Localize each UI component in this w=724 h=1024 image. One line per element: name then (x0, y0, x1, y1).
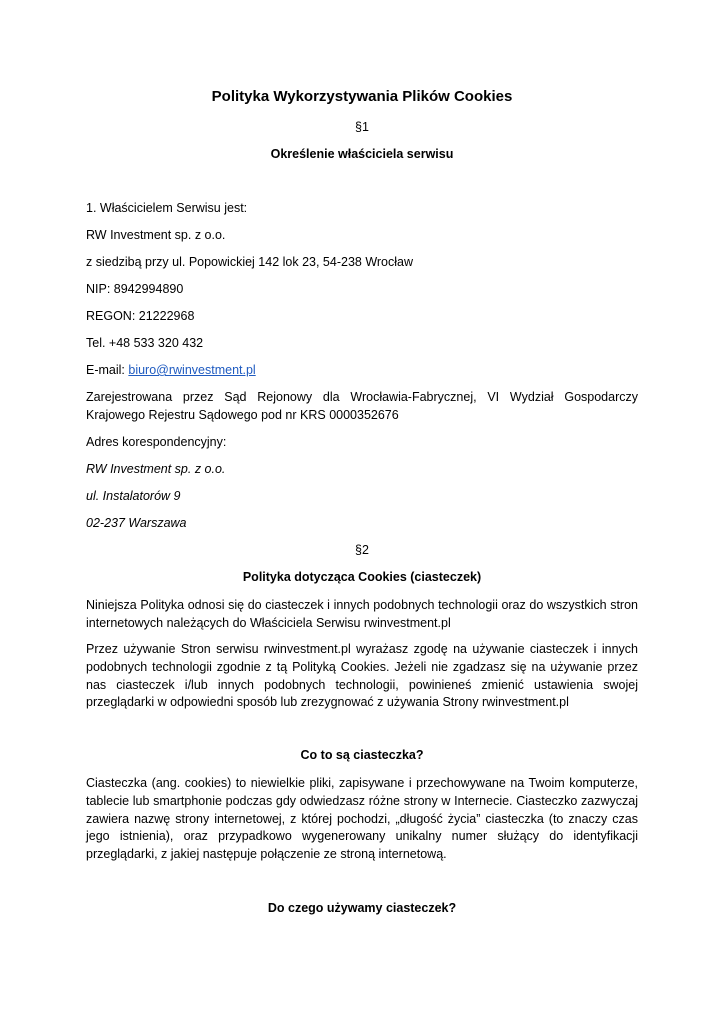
section-1-number: §1 (355, 120, 369, 134)
regon-number: REGON: 21222968 (86, 309, 195, 323)
registration-info: Zarejestrowana przez Sąd Rejonowy dla Wrocławia-Fabrycznej, VI Wydział Gospodarczy Krajowego Rejestru Sądowego pod nr KRS 0000352676 (86, 390, 638, 422)
correspondence-label: Adres korespondencyjny: (86, 435, 227, 449)
section-2-number: §2 (355, 543, 369, 557)
nip-number: NIP: 8942994890 (86, 282, 184, 296)
correspondence-street: ul. Instalatorów 9 (86, 489, 181, 503)
owner-intro: 1. Właścicielem Serwisu jest: (86, 201, 248, 215)
section-1-heading: Określenie właściciela serwisu (270, 147, 454, 161)
company-address: z siedzibą przy ul. Popowickiej 142 lok 23, 54-238 Wrocław (86, 255, 414, 269)
question-cookie-usage: Do czego używamy ciasteczek? (267, 901, 457, 915)
policy-paragraph-1: Niniejsza Polityka odnosi się do ciasteczek i innych podobnych technologii oraz do wszystkich stron internetowych należących do Właściciela Serwisu rwinvestment.pl (86, 598, 638, 630)
company-name: RW Investment sp. z o.o. (86, 228, 226, 242)
document-title: Polityka Wykorzystywania Plików Cookies (211, 88, 513, 105)
email-line (86, 363, 256, 377)
section-2-heading: Polityka dotycząca Cookies (ciasteczek) (242, 570, 482, 584)
correspondence-company: RW Investment sp. z o.o. (86, 462, 226, 476)
phone-number: Tel. +48 533 320 432 (86, 336, 204, 350)
correspondence-city: 02-237 Warszawa (86, 516, 187, 530)
email-label: E-mail: (86, 363, 129, 377)
question-what-are-cookies: Co to są ciasteczka? (300, 748, 424, 762)
policy-paragraph-2: Przez używanie Stron serwisu rwinvestment.pl wyrażasz zgodę na używanie ciasteczek i innych podobnych technologii zgodnie z tą Polityką Cookies. Jeżeli nie zgadzasz się na używanie przez nas ciasteczek i/lub innych podobnych technologii, powinieneś zmienić ustawienia swojej przeglądarki w odpowiedni sposób lub zrezygnować z używania Strony rwinvestment.pl (86, 642, 638, 710)
email-link[interactable]: biuro@rwinvestment.pl (128, 363, 256, 377)
cookies-definition-paragraph: Ciasteczka (ang. cookies) to niewielkie pliki, zapisywane i przechowywane na Twoim komputerze, tablecie lub smartphonie podczas gdy odwiedzasz różne strony w Internecie. Ciasteczko zazwyczaj zawiera nazwę strony internetowej, z której pochodzi, „długość życia” ciasteczka (to znaczy czas jego istnienia), oraz przypadkowo wygenerowany unikalny numer służący do identyfikacji przeglądarki, z jakiej następuje połączenie ze stroną internetową. (86, 776, 638, 862)
